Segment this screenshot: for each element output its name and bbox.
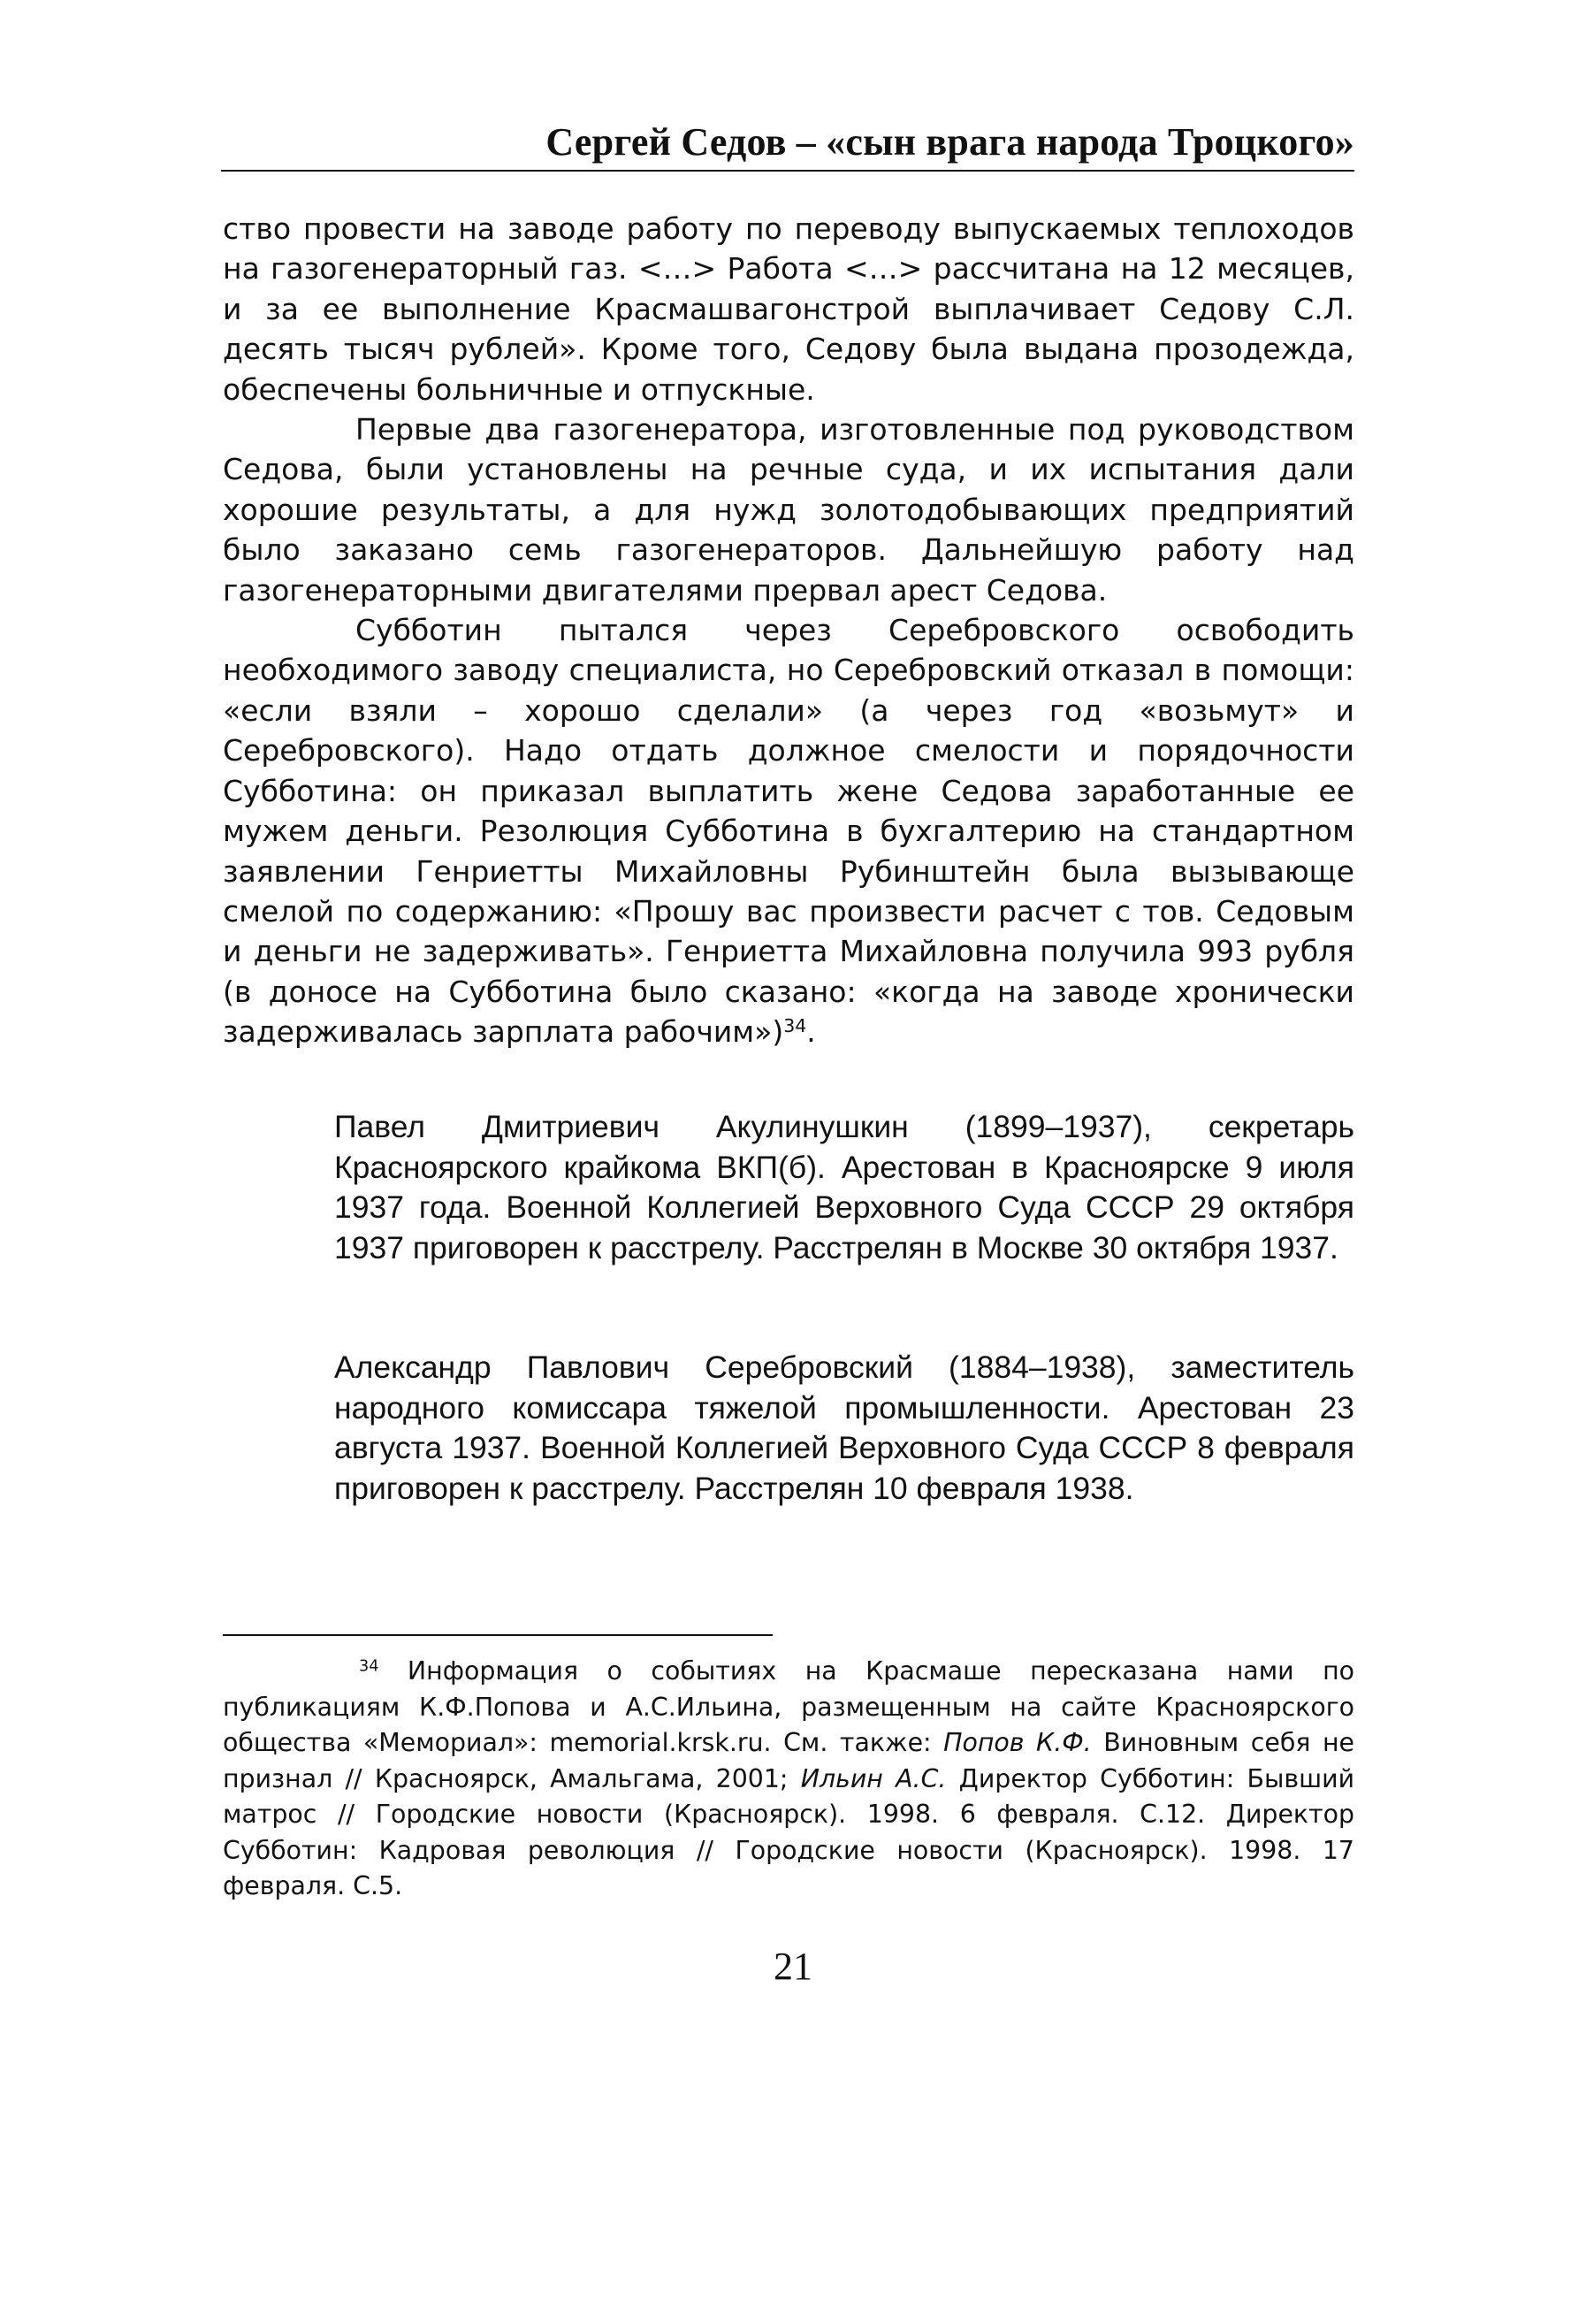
footnote-text-c: Директор Субботин: Бывший матрос // Городские новости (Красноярск). 1998. 6 февраля. С.12. Директор Субботин: Кадровая революция // Городские новости (Красноярск). 1998. 17 февраля. С.5. (223, 1763, 1355, 1900)
footnote-text-a: Информация о событиях на Красмаше пересказана нами по публикациям К.Ф.Попова и А.С.Ильина, размещенным на сайте Красноярского общества «Мемориал»: memorial.krsk.ru. См. также: (223, 1656, 1354, 1757)
running-header (221, 115, 1354, 172)
footnote-author-2: Ильин А.С. (800, 1763, 947, 1793)
paragraph-3-text: Субботин пытался через Серебровского освободить необходимого заводу специалиста, но Серебровский отказал в помощи: «если взяли – хорошо сделали» (а через год «возьмут» и Серебровского). Надо отдать должное смелости и порядочности Субботина: он приказал выплатить жене Седова заработанные ее мужем деньги. Резолюция Субботина в бухгалтерию на стандартном заявлении Генриетты Михайловны Рубинштейн была вызывающе смелой по содержанию: «Прошу вас произвести расчет с тов. Седовым и деньги не задерживать». Генриетта Михайловна получила 993 рубля (в доносе на Субботина было сказано: «когда на заводе хронически задерживалась зарплата рабочим») (223, 613, 1354, 1050)
footnote-34 (223, 1654, 1354, 1905)
paragraph-1: ство провести на заводе работу по переводу выпускаемых теплоходов на газогенераторный газ. <…> Работа <…> рассчитана на 12 месяцев, и за ее выполнение Красмашвагонстрой выплачивает Седову С.Л. десять тысяч рублей». Кроме того, Седову была выдана прозодежда, обеспечены больничные и отпускные. (223, 211, 1354, 407)
bio-akulinushkin: Павел Дмитриевич Акулинушкин (1899–1937), секретарь Красноярского крайкома ВКП(б). Арестован в Красноярске 9 июля 1937 года. Военной Коллегией Верховного Суда СССР 29 октября 1937 приговорен к расстрелу. Расстрелян в Москве 30 октября 1937. (334, 1109, 1354, 1265)
footnote-number: 34 (359, 1657, 379, 1676)
footnote-reference[interactable]: 34 (783, 1014, 807, 1036)
main-text (223, 209, 1354, 1052)
running-title: Сергей Седов – «сын врага народа Троцкого» (545, 120, 1354, 164)
footnote-separator (223, 1634, 773, 1636)
footnote-text-b: Виновным себя не признал // Красноярск, Амальгама, 2001; (223, 1728, 1354, 1793)
paragraph-2: Первые два газогенератора, изготовленные под руководством Седова, были установлены на речные суда, и их испытания дали хорошие результаты, а для нужд золотодобывающих предприятий было заказано семь газогенераторов. Дальнейшую работу над газогенераторными двигателями прервал арест Седова. (223, 412, 1354, 608)
page-number: 21 (774, 1945, 812, 1988)
bio-serebrovsky: Александр Павлович Серебровский (1884–1938), заместитель народного комиссара тяжелой промышленности. Арестован 23 августа 1937. Военной Коллегией Верховного Суда СССР 8 февраля приговорен к расстрелу. Расстрелян 10 февраля 1938. (334, 1349, 1354, 1506)
footnote-author-1: Попов К.Ф. (943, 1728, 1092, 1757)
paragraph-3-end: . (806, 1014, 816, 1050)
paragraph-3 (223, 610, 1354, 1051)
